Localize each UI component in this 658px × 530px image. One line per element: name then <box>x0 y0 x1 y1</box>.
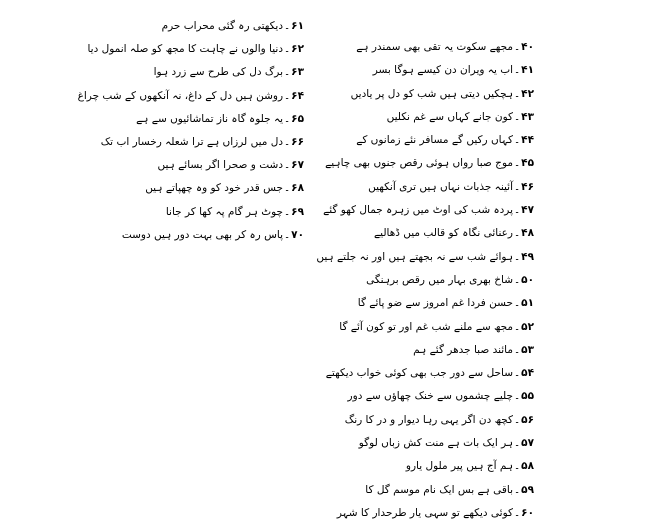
index-entry <box>316 455 534 478</box>
entry-separator: ۔ <box>284 89 291 102</box>
index-entry <box>316 199 534 222</box>
index-entry <box>316 129 534 152</box>
entry-title: دنیا والوں نے چاہت کا مجھ کو صلہ انمول دیا <box>87 43 284 56</box>
left-index-column <box>78 15 304 247</box>
entry-title: باقی ہے بس ایک نام موسم گل کا <box>365 483 514 496</box>
entry-separator: ۔ <box>284 20 291 32</box>
entry-number: ۴۷ <box>521 204 534 217</box>
entry-separator: ۔ <box>284 205 291 218</box>
entry-title: ساحل سے دور جب بھی کوئی خواب دیکھتے <box>325 367 514 380</box>
entry-title: دشت و صحرا اگر بسائے ہیں <box>157 159 284 172</box>
index-entry <box>316 292 534 315</box>
entry-separator: ۔ <box>514 297 521 310</box>
index-entry <box>78 131 304 154</box>
entry-title: آئینہ جذبات نہاں ہیں تری آنکھیں <box>368 180 514 193</box>
entry-number: ۶۵ <box>291 112 304 125</box>
entry-separator: ۔ <box>514 64 521 77</box>
index-entry <box>78 224 304 247</box>
index-entry <box>316 409 534 432</box>
entry-separator: ۔ <box>514 413 521 426</box>
entry-title: مجھ سے ملنے شب غم اور تو کون آئے گا <box>339 320 514 333</box>
index-entry <box>316 222 534 245</box>
index-entry <box>78 38 304 61</box>
entry-title: پاس رہ کر بھی بہت دور ہیں دوست <box>121 228 284 241</box>
entry-title: کوئی دیکھے تو سہی یار طرحدار کا شہر <box>336 506 514 519</box>
entry-number: ۴۴ <box>521 134 534 147</box>
entry-separator: ۔ <box>514 506 521 519</box>
entry-separator: ۔ <box>514 157 521 170</box>
entry-title: دل میں لرزاں ہے ترا شعلہ رخسار اب تک <box>100 135 284 148</box>
entry-number: ۷۰ <box>291 228 304 241</box>
index-entry <box>316 269 534 292</box>
entry-separator: ۔ <box>284 112 291 125</box>
entry-number: ۵۶ <box>521 413 534 426</box>
entry-number: ۵۲ <box>521 320 534 333</box>
entry-title: ہر ایک بات ہے منت کش زباں لوگو <box>358 437 514 450</box>
entry-number: ۶۹ <box>291 205 304 218</box>
index-entry <box>78 201 304 224</box>
entry-number: ۴۲ <box>521 87 534 100</box>
entry-separator: ۔ <box>514 437 521 450</box>
entry-number: ۴۳ <box>521 110 534 123</box>
entry-title: کچھ دن اگر یہی رہا دیوار و در کا رنگ <box>344 413 514 426</box>
entry-separator: ۔ <box>284 159 291 172</box>
index-entry <box>78 154 304 177</box>
entry-number: ۵۰ <box>521 273 534 286</box>
entry-title: مائند صبا جدھر گئے ہم <box>413 343 514 356</box>
index-entry <box>316 59 534 82</box>
index-entry <box>316 316 534 339</box>
entry-separator: ۔ <box>514 343 521 356</box>
index-entry <box>316 432 534 455</box>
entry-number: ۵۴ <box>521 367 534 380</box>
index-entry <box>78 85 304 108</box>
index-entry <box>316 83 534 106</box>
entry-number: ۴۵ <box>521 157 534 170</box>
entry-title: ہوائے شب سے نہ بجھتے ہیں اور نہ جلتے ہیں <box>316 250 514 263</box>
entry-separator: ۔ <box>514 204 521 217</box>
entry-title: مجھے سکوت یہ تقی بھی سمندر ہے <box>356 41 514 53</box>
entry-separator: ۔ <box>514 134 521 147</box>
index-entry <box>316 246 534 269</box>
index-entry <box>316 339 534 362</box>
entry-separator: ۔ <box>514 180 521 193</box>
index-entry <box>316 362 534 385</box>
entry-separator: ۔ <box>284 135 291 148</box>
entry-number: ۶۸ <box>291 182 304 195</box>
entry-number: ۶۶ <box>291 135 304 148</box>
entry-title: چوٹ ہر گام پہ کھا کر جانا <box>165 205 284 218</box>
entry-number: ۵۷ <box>521 437 534 450</box>
index-entry <box>316 385 534 408</box>
entry-title: چلیے چشموں سے خنک چھاؤں سے دور <box>347 390 514 403</box>
entry-separator: ۔ <box>514 390 521 403</box>
entry-title: ہم آج ہیں پیر ملول یارو <box>405 460 514 473</box>
entry-number: ۵۵ <box>521 390 534 403</box>
entry-title: پردہ شب کی اوٹ میں زہرہ جمال کھو گئے <box>323 204 514 217</box>
entry-separator: ۔ <box>514 483 521 496</box>
entry-number: ۶۷ <box>291 159 304 172</box>
entry-number: ۴۶ <box>521 180 534 193</box>
entry-number: ۶۳ <box>291 66 304 79</box>
index-entry <box>316 106 534 129</box>
entry-title: حسن فردا غم امروز سے ضو پائے گا <box>357 297 514 310</box>
entry-separator: ۔ <box>514 87 521 100</box>
entry-separator: ۔ <box>284 43 291 56</box>
entry-number: ۵۱ <box>521 297 534 310</box>
entry-title: اب یہ ویران دن کیسے ہوگا بسر <box>372 64 514 77</box>
entry-title: جس قدر خود کو وہ چھپاتے ہیں <box>145 182 284 195</box>
entry-separator: ۔ <box>514 110 521 123</box>
entry-separator: ۔ <box>514 320 521 333</box>
entry-number: ۶۲ <box>291 43 304 56</box>
index-entry <box>78 15 304 38</box>
index-entry <box>78 177 304 200</box>
entry-number: ۵۳ <box>521 343 534 356</box>
entry-number: ۴۰ <box>521 41 534 53</box>
entry-title: کہاں رکیں گے مسافر نئے زمانوں کے <box>356 134 514 147</box>
index-entry <box>78 61 304 84</box>
index-entry <box>78 108 304 131</box>
entry-number: ۴۸ <box>521 227 534 240</box>
index-entry <box>316 176 534 199</box>
entry-title: دیکھتی رہ گئی محراب حرم <box>161 20 284 32</box>
entry-title: رعنائی نگاہ کو قالب میں ڈھالیے <box>374 227 514 240</box>
entry-number: ۶۱ <box>291 20 304 32</box>
entry-title: ہچکیں دیتی ہیں شب کو دل پر یادیں <box>350 87 514 100</box>
entry-separator: ۔ <box>514 460 521 473</box>
index-entry <box>316 36 534 59</box>
entry-title: برگ دل کی طرح سے زرد ہوا <box>153 66 284 79</box>
entry-separator: ۔ <box>514 250 521 263</box>
entry-number: ۵۸ <box>521 460 534 473</box>
entry-separator: ۔ <box>284 228 291 241</box>
entry-separator: ۔ <box>284 66 291 79</box>
entry-title: کون جانے کہاں سے غم نکلیں <box>386 110 514 123</box>
entry-number: ۶۰ <box>521 506 534 519</box>
entry-separator: ۔ <box>514 367 521 380</box>
right-index-column <box>316 36 534 525</box>
entry-number: ۶۴ <box>291 89 304 102</box>
index-entry <box>316 152 534 175</box>
entry-separator: ۔ <box>514 41 521 53</box>
entry-title: یہ جلوہ گاہ ناز تماشائیوں سے ہے <box>136 112 284 125</box>
entry-separator: ۔ <box>284 182 291 195</box>
entry-number: ۵۹ <box>521 483 534 496</box>
entry-number: ۴۹ <box>521 250 534 263</box>
index-entry <box>316 502 534 525</box>
entry-separator: ۔ <box>514 227 521 240</box>
entry-title: شاخ بھری بہار میں رقص برہنگی <box>366 273 514 286</box>
entry-title: موج صبا رواں ہوئی رقص جنوں بھی چاہیے <box>325 157 514 170</box>
index-entry <box>316 479 534 502</box>
entry-number: ۴۱ <box>521 64 534 77</box>
entry-title: روشن ہیں دل کے داغ، نہ آنکھوں کے شب چراغ <box>77 89 284 102</box>
entry-separator: ۔ <box>514 273 521 286</box>
